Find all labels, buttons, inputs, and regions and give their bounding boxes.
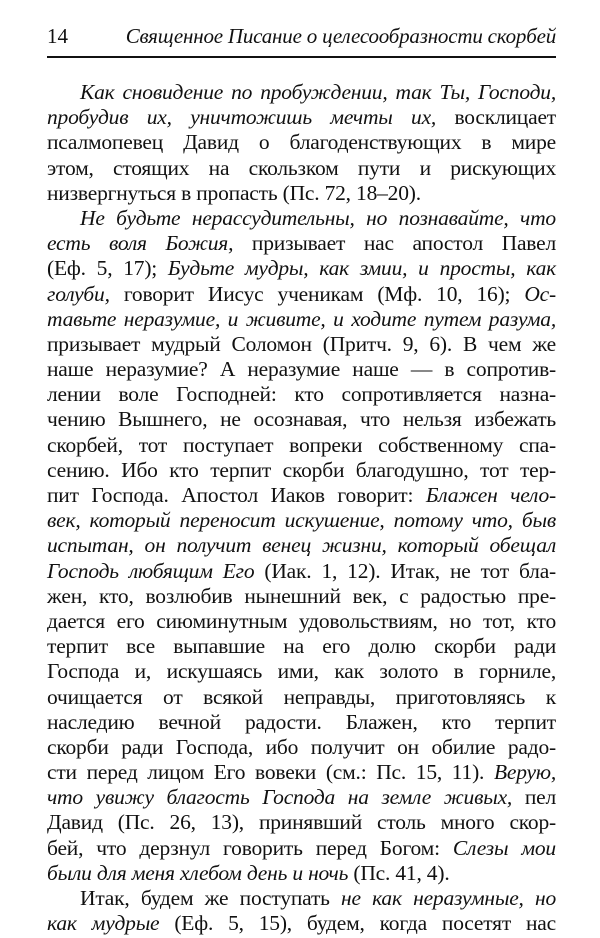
text-span: сению. Ибо кто терпит скорби благодушно, тот тер-: [47, 457, 556, 482]
body-text: [47, 80, 556, 936]
text-span: лении воле Господней: кто сопротивляется назна-: [47, 382, 556, 407]
text-span: низвергнуться в пропасть (Пс. 72, 18–20).: [47, 180, 421, 205]
text-span: (Еф. 5, 15), будем, когда посетят нас: [159, 911, 556, 936]
text-line: [47, 156, 556, 181]
text-line: [47, 760, 556, 785]
italic-quote: Ос-: [524, 281, 556, 306]
italic-quote: были для меня хлебом день и ночь: [47, 860, 349, 885]
text-line: [47, 433, 556, 458]
italic-quote: Верую,: [493, 760, 556, 785]
text-line: [47, 911, 556, 936]
text-span: призывает мудрый Соломон (Притч. 9, 6). В чем же: [47, 331, 556, 356]
text-line: [47, 609, 556, 634]
text-span: чению Вышнего, не осознавая, что нельзя избежать: [47, 407, 556, 432]
text-span: Итак, будем же поступать: [80, 886, 342, 910]
text-line: [47, 634, 556, 659]
text-line: [47, 710, 556, 735]
text-line: [47, 181, 556, 206]
text-line: [47, 584, 556, 609]
italic-quote: век, который переносит искушение, потому что, быв: [47, 508, 556, 533]
text-span: скорби ради Господа, ибо получит он обилие радо-: [47, 734, 556, 759]
italic-quote: Будьте мудры, как змии, и просты, как: [167, 256, 556, 281]
text-span: дается его сиюминутным удовольствиям, но тот, кто: [47, 608, 556, 633]
text-line: [47, 307, 556, 332]
italic-quote: Не будьте нерассудительны, но познавайте, что: [80, 205, 556, 230]
text-line: [47, 836, 556, 861]
text-span: бей, что дерзнул говорить перед Богом:: [47, 835, 453, 860]
text-line: [47, 559, 556, 584]
text-span: скорбей, тот поступает вопреки собственному спа-: [47, 432, 556, 457]
text-line: [47, 810, 556, 835]
text-line: [47, 861, 556, 886]
text-line: [47, 785, 556, 810]
text-span: (Иак. 1, 12). Итак, не тот бла-: [254, 558, 557, 583]
italic-quote: голуби,: [47, 281, 110, 306]
text-line: [47, 533, 556, 558]
text-span: (Еф. 5, 17);: [47, 256, 168, 281]
text-span: Давид (Пс. 26, 13), принявший столь много скор-: [47, 810, 556, 835]
italic-quote: Как сновидение по пробуждении, так Ты, Господи,: [80, 80, 556, 104]
page-number: 14: [47, 24, 68, 48]
text-span: жен, кто, возлюбив нынешний век, с радостью пре-: [47, 583, 556, 608]
italic-quote: не как неразумные, но: [341, 886, 557, 910]
text-line: [47, 282, 556, 307]
text-line: [47, 483, 556, 508]
text-line: [47, 256, 556, 281]
text-span: терпит все выпавшие на его долю скорби ради: [47, 634, 556, 659]
text-line: [47, 735, 556, 760]
text-line: [47, 886, 556, 911]
italic-quote: испытан, он получит венец жизни, который обещал: [47, 533, 556, 558]
text-span: (Пс. 41, 4).: [348, 860, 450, 885]
text-line: [47, 357, 556, 382]
italic-quote: пробудив их, уничтожишь мечты их,: [47, 105, 437, 130]
text-line: [47, 458, 556, 483]
italic-quote: как мудрые: [47, 911, 160, 936]
italic-quote: тавьте неразумие, и живите, и ходите путем разума,: [47, 306, 556, 331]
text-span: наследию вечной радости. Блажен, кто терпит: [47, 709, 556, 734]
italic-quote: что увижу благость Господа на земле живых,: [47, 785, 513, 810]
text-line: [47, 659, 556, 684]
text-span: Господа и, искушаясь ими, как золото в горниле,: [47, 659, 556, 684]
italic-quote: Слезы мои: [452, 835, 556, 860]
text-span: пел: [512, 785, 556, 810]
italic-quote: Блажен чело-: [425, 483, 557, 507]
text-span: восклицает: [436, 105, 556, 130]
italic-quote: Господь любящим Его: [47, 558, 255, 583]
text-line: [47, 332, 556, 357]
text-line: [47, 80, 556, 105]
italic-quote: есть воля Божия,: [47, 231, 234, 256]
text-line: [47, 231, 556, 256]
text-line: [47, 206, 556, 231]
text-line: [47, 685, 556, 710]
text-span: очищается от всякой неправды, приготовляясь к: [47, 684, 556, 709]
text-span: пит Господа. Апостол Иаков говорит:: [47, 483, 426, 507]
text-span: сти перед лицом Его вовеки (см.: Пс. 15, 11).: [47, 760, 494, 785]
text-span: говорит Иисус ученикам (Мф. 10, 16);: [109, 281, 525, 306]
text-line: [47, 130, 556, 155]
text-line: [47, 508, 556, 533]
text-span: псалмопевец Давид о благоденствующих в мире: [47, 130, 556, 155]
text-span: этом, стоящих на скользком пути и рискующих: [47, 155, 556, 180]
text-line: [47, 382, 556, 407]
text-line: [47, 407, 556, 432]
text-span: наше неразумие? А неразумие наше — в сопротив-: [47, 357, 556, 382]
running-header: [47, 22, 556, 58]
text-line: [47, 105, 556, 130]
text-span: призывает нас апостол Павел: [233, 231, 557, 256]
running-title: Священное Писание о целесообразности скорбей: [125, 24, 556, 48]
